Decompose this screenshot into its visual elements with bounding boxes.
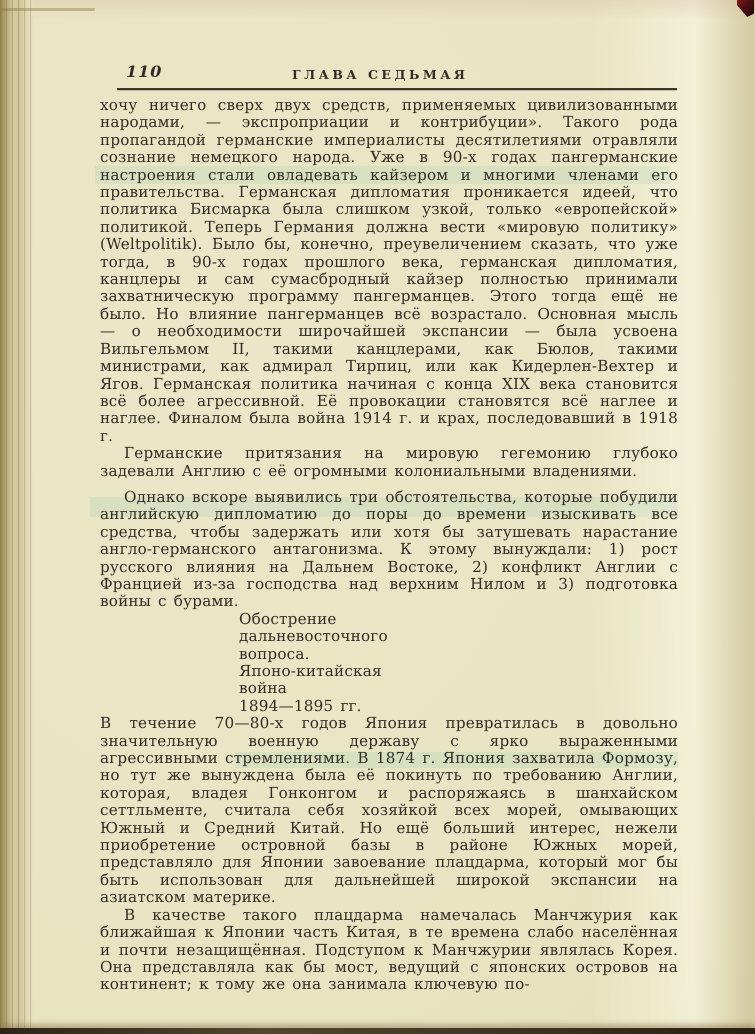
paragraph-continuation: хочу ничего сверх двух средств, применяемых цивилизованными народами, — экспроприации и контрибуции». Такого рода пропагандой германские империалисты десятилетиями отравляли сознание немецкого народа. Уже в 90-х годах пангерманские настроения стали овладевать кайзером и многими членами его правительства. Германская дипломатия проникается идеей, что политика Бисмарка была слишком узкой, только «европейской» политикой. Теперь Германия должна вести «мировую политику» (Weltpolitik). Было бы, конечно, преувеличением сказать, что уже тогда, в 90-х годах прошлого века, германская дипломатия, канцлеры и сам сумасбродный кайзер полностью принимали захватническую программу пангерманцев. Этого тогда ещё не было. Но влияние пангерманцев всё возрастало. Основная мысль — о необходимости широчайшей экспансии — была усвоена Вильгельмом II, такими канцлерами, как Бюлов, такими министрами, как адмирал Тирпиц, или как Кидерлен-Вехтер и Ягов. Германская политика начиная с конца XIX века становится всё более агрессивной. Её провокации становятся всё наглее и наглее. Финалом была война 1914 г. и крах, последовавший в 1918 г. — [100, 96, 678, 445]
paragraph: В качестве такого плацдарма намечалась Манчжурия как ближайшая к Японии часть Китая, в те времена слабо населённая и почти незащищённая. Подступом к Манчжурии являлась Корея. Она представляла как бы мост, ведущий с японских островов на континент; к тому же она занимала ключевую по- — [100, 905, 678, 994]
paragraph-text: В течение 70—80-х годов Япония превратилась в довольно значительную военную державу с ярко выраженными агрессивными стремлениями. В 1874 г. Япония захватила Формозу, но тут же вынуждена была её покинуть по требованию Англии, которая, владея Гонконгом и распоряжаясь в шанхайском сеттльменте, считала себя хозяйкой всех морей, омывающих Южный и Средний Китай. Но ещё больший интерес, нежели приобретение островной базы в районе Южных морей, представляло для Японии завоевание плацдарма, который мог бы быть использован для дальнейшей широкой экспансии на азиатском материке. — [100, 714, 678, 907]
sidenote-line: дальневосточного — [239, 627, 388, 646]
page-edge-line — [0, 8, 95, 11]
body-text — [100, 97, 678, 994]
sidenote-line: вопроса. — [239, 644, 310, 663]
paragraph: Однако вскоре выявились три обстоятельства, которые побудили английскую дипломатию до поры до времени изыскивать все средства, чтобы задержать или хотя бы затушевать нарастание англо-германского антагонизма. К этому вынуждали: 1) рост русского влияния на Дальнем Востоке, 2) конфликт Англии с Францией из-за господства над верхним Нилом и 3) подготовка войны с бурами. — [100, 487, 678, 611]
running-header — [100, 60, 678, 90]
sidenote-line: Японо-китайская — [239, 662, 382, 680]
page-number: 110 — [126, 62, 163, 81]
sidenote-line: война — [239, 679, 287, 698]
sidenote-line: 1894—1895 гг. — [239, 696, 362, 715]
header-rule — [117, 88, 677, 90]
book-cover-corner — [737, 0, 754, 17]
book-binding-edge — [0, 0, 34, 1034]
paragraph: Германские притязания на мировую гегемонию глубоко задевали Англию с её огромными колониальными владениями. — [100, 444, 678, 480]
page-bottom-shadow — [0, 1028, 755, 1034]
chapter-title: ГЛАВА СЕДЬМАЯ — [292, 67, 469, 82]
marginal-sidenote — [98, 611, 239, 715]
sidenote-line: Обострение — [239, 609, 337, 628]
